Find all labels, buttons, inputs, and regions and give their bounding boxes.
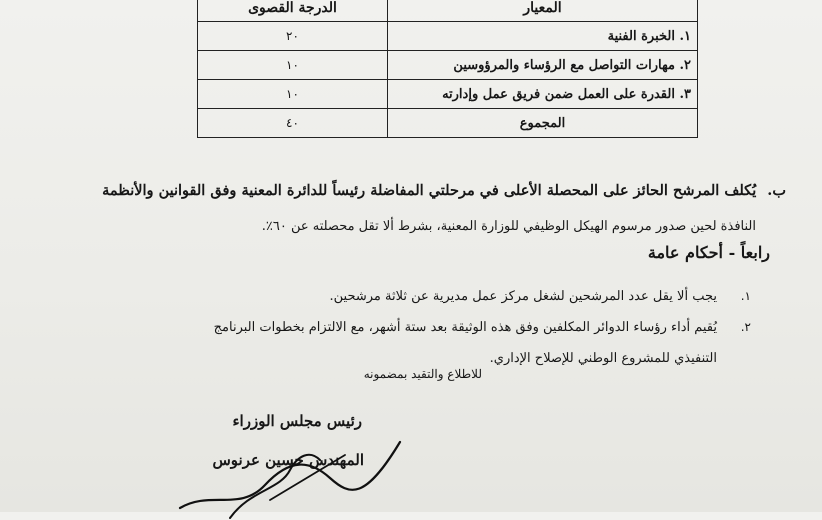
- total-label: المجموع: [388, 109, 698, 138]
- clause-b-line-1: [66, 173, 786, 209]
- provision-continuation: التنفيذي للمشروع الوطني للإصلاح الإداري.: [489, 351, 717, 366]
- list-item: [77, 312, 751, 374]
- table-row: [198, 22, 698, 51]
- signatory-title: رئيس مجلس الوزراء: [232, 412, 362, 430]
- table-total-row: [198, 109, 698, 138]
- score-cell: ١٠: [198, 80, 388, 109]
- criterion-cell: ٢. مهارات التواصل مع الرؤساء والمرؤوسين: [388, 51, 698, 80]
- table-row: [198, 51, 698, 80]
- criterion-cell: ٣. القدرة على العمل ضمن فريق عمل وإدارته: [388, 80, 698, 109]
- clause-b: [66, 173, 786, 245]
- provision-text: يجب ألا يقل عدد المرشحين لشغل مركز عمل مديرية عن ثلاثة مرشحين.: [329, 289, 717, 304]
- acknowledgement-note: للاطلاع والتقيد بمضمونه: [363, 367, 482, 381]
- provisions-list: [77, 281, 751, 374]
- section-title: رابعاً - أحكام عامة: [647, 243, 770, 262]
- header-max-score: الدرجة القصوى: [198, 0, 388, 22]
- total-score: ٤٠: [198, 109, 388, 138]
- provision-number: ١.: [740, 289, 751, 303]
- criteria-table: [197, 0, 698, 138]
- clause-b-line-2: النافذة لحين صدور مرسوم الهيكل الوظيفي للوزارة المعنية، بشرط ألا تقل محصلته عن ٦٠٪.: [261, 219, 756, 234]
- handwritten-signature: [170, 430, 410, 520]
- score-cell: ١٠: [198, 51, 388, 80]
- criterion-cell: ١. الخبرة الفنية: [388, 22, 698, 51]
- list-item: [77, 281, 751, 312]
- clause-b-letter: ب.: [767, 182, 786, 199]
- score-cell: ٢٠: [198, 22, 388, 51]
- table-header-row: [198, 0, 698, 22]
- header-criterion: المعيار: [388, 0, 698, 22]
- clause-b-text-1: يُكلف المرشح الحائز على المحصلة الأعلى في مرحلتي المفاضلة رئيساً للدائرة المعنية وفق القوانين والأنظمة: [102, 182, 757, 199]
- signatory-name: المهندس حسين عرنوس: [212, 451, 364, 469]
- provision-text: يُقيم أداء رؤساء الدوائر المكلفين وفق هذه الوثيقة بعد ستة أشهر، مع الالتزام بخطوات البرنامج: [213, 320, 717, 335]
- table-row: [198, 80, 698, 109]
- provision-number: ٢.: [740, 320, 751, 334]
